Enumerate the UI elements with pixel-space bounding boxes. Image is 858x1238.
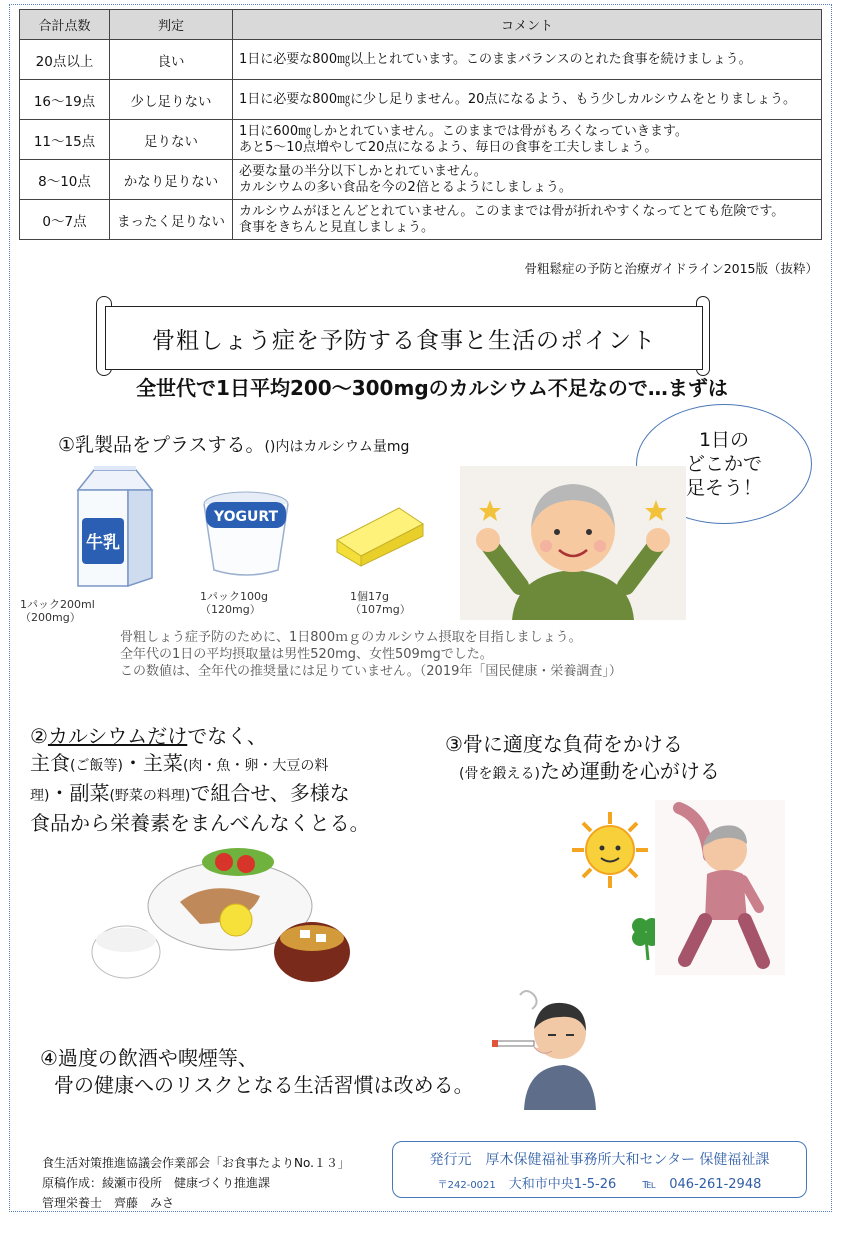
- comment-line: 1日に必要な800㎎以上とれています。このままバランスのとれた食事を続けましょう。: [239, 51, 752, 67]
- speech-line: どこかで: [685, 453, 762, 475]
- note-line: この数値は、全年代の推奨量には足りていません。（2019年「国民健康・栄養調査」）: [120, 664, 622, 679]
- address: 大和市中央1-5-26: [508, 1177, 617, 1192]
- text-span: ②: [30, 724, 48, 748]
- milk-caption: [20, 598, 95, 624]
- section1-title: ①乳製品をプラスする。: [58, 434, 265, 456]
- caption-line: 1個17g: [350, 590, 389, 603]
- table-row: [20, 40, 822, 80]
- text-span: 主食: [30, 751, 70, 775]
- comment-cell: [233, 80, 822, 120]
- caption-line: （107mg）: [350, 603, 411, 616]
- footer-credits: [42, 1153, 350, 1213]
- judgment-cell: 少し足りない: [110, 80, 233, 120]
- tel-label: ℡: [642, 1177, 657, 1192]
- comment-cell: [233, 120, 822, 160]
- grandma-stretching-illustration: [655, 800, 785, 975]
- table-header-row: [20, 10, 822, 40]
- text-span: ・副菜: [49, 781, 110, 805]
- caption-line: （200mg）: [20, 611, 81, 624]
- meal-illustration: [90, 842, 360, 992]
- comment-line: カルシウムの多い食品を今の2倍とるようにしましょう。: [239, 179, 572, 195]
- section1-heading: [58, 430, 409, 457]
- postal-code: 〒242-0021: [437, 1180, 496, 1191]
- text-span: カルシウムだけ: [47, 724, 188, 748]
- judgment-cell: 足りない: [110, 120, 233, 160]
- text-span: で組合せ、多様な: [190, 781, 350, 805]
- header-comment: コメント: [233, 10, 822, 40]
- yogurt-caption: [200, 590, 268, 616]
- credit-line: 食生活対策推進協議会作業部会「お食事たよりNo.１３」: [42, 1156, 350, 1170]
- table-row: [20, 200, 822, 240]
- tel-number: 046-261-2948: [669, 1177, 762, 1192]
- sun-icon: [570, 810, 650, 890]
- text-span: (肉・魚・卵・大豆の料: [182, 758, 329, 774]
- speech-line: 足そう！: [685, 477, 762, 499]
- score-table: [19, 9, 822, 240]
- text-span: でなく、: [187, 724, 267, 748]
- comment-line: 食事をきちんと見直しましょう。: [239, 219, 435, 235]
- comment-line: 1日に必要な800㎎に少し足りません。20点になるよう、もう少しカルシウムをとりましょう。: [239, 91, 796, 107]
- cheese-caption: [350, 590, 411, 616]
- comment-line: 必要な量の半分以下しかとれていません。: [239, 163, 487, 179]
- header-total-score: 合計点数: [20, 10, 110, 40]
- text-line: 食品から栄養素をまんべんなくとる。: [30, 811, 370, 835]
- credit-line: 管理栄養士 齊藤 みさ: [42, 1196, 175, 1210]
- source-note: 骨粗鬆症の予防と治療ガイドライン2015版（抜粋）: [524, 261, 818, 276]
- table-row: [20, 160, 822, 200]
- text-span: (野菜の料理): [109, 788, 191, 804]
- milk-carton-label: 牛乳: [86, 533, 120, 553]
- text-line: 骨の健康へのリスクとなる生活習慣は改める。: [54, 1073, 474, 1097]
- milk-carton-icon: [70, 466, 160, 591]
- caption-line: 1パック100g: [200, 590, 268, 603]
- comment-cell: [233, 200, 822, 240]
- text-line: ④過度の飲酒や喫煙等、: [40, 1046, 258, 1070]
- judgment-cell: かなり足りない: [110, 160, 233, 200]
- yogurt-icon: [200, 490, 292, 580]
- section4-text: [40, 1045, 474, 1099]
- caption-line: （120mg）: [200, 603, 261, 616]
- comment-cell: [233, 160, 822, 200]
- cheese-icon: [333, 506, 427, 568]
- yogurt-label: YOGURT: [213, 509, 279, 525]
- text-span: ・主菜: [122, 751, 183, 775]
- text-line: ③骨に適度な負荷をかける: [445, 732, 683, 756]
- text-span: (ご飯等): [70, 758, 123, 774]
- note-line: 骨粗しょう症予防のために、1日800ｍｇのカルシウム摂取を目指しましょう。: [120, 630, 582, 645]
- note-line: 全年代の1日の平均摂取量は男性520mg、女性509mgでした。: [120, 647, 493, 662]
- subhead: 全世代で1日平均200～300mgのカルシウム不足なので…まずは: [136, 376, 728, 400]
- grandpa-flexing-illustration: [460, 466, 686, 620]
- publisher-box: [392, 1141, 807, 1198]
- caption-line: 1パック200ml: [20, 598, 95, 611]
- banner-title: [105, 306, 703, 370]
- judgment-cell: 良い: [110, 40, 233, 80]
- speech-line: 1日の: [698, 429, 750, 451]
- section3-text: [445, 731, 720, 788]
- smoking-man-illustration: [490, 985, 600, 1110]
- judgment-cell: まったく足りない: [110, 200, 233, 240]
- score-cell: 11～15点: [20, 120, 110, 160]
- section2-text: [30, 723, 370, 837]
- header-judgment: 判定: [110, 10, 233, 40]
- text-span: (骨を鍛える): [459, 766, 540, 782]
- section1-note: ()内はカルシウム量mg: [264, 439, 410, 455]
- text-span: 理): [30, 788, 50, 804]
- table-row: [20, 80, 822, 120]
- score-cell: 8～10点: [20, 160, 110, 200]
- comment-cell: [233, 40, 822, 80]
- comment-line: あと5～10点増やして20点になるよう、毎日の食事を工夫しましょう。: [239, 139, 658, 155]
- score-cell: 0～7点: [20, 200, 110, 240]
- score-cell: 16～19点: [20, 80, 110, 120]
- credit-line: 原稿作成：綾瀬市役所 健康づくり推進課: [42, 1176, 271, 1190]
- table-row: [20, 120, 822, 160]
- banner-title-text: 骨粗しょう症を予防する食事と生活のポイント: [152, 327, 656, 354]
- comment-line: 1日に600㎎しかとれていません。このままでは骨がもろくなっていきます。: [239, 123, 688, 139]
- publisher-name: 発行元 厚木保健福祉事務所大和センター 保健福祉課: [429, 1152, 770, 1168]
- intake-note: [120, 629, 622, 680]
- comment-line: カルシウムがほとんどとれていません。このままでは骨が折れやすくなってとても危険です。: [239, 203, 785, 219]
- publisher-address: [393, 1173, 806, 1192]
- score-cell: 20点以上: [20, 40, 110, 80]
- text-span: ため運動を心がける: [539, 759, 720, 783]
